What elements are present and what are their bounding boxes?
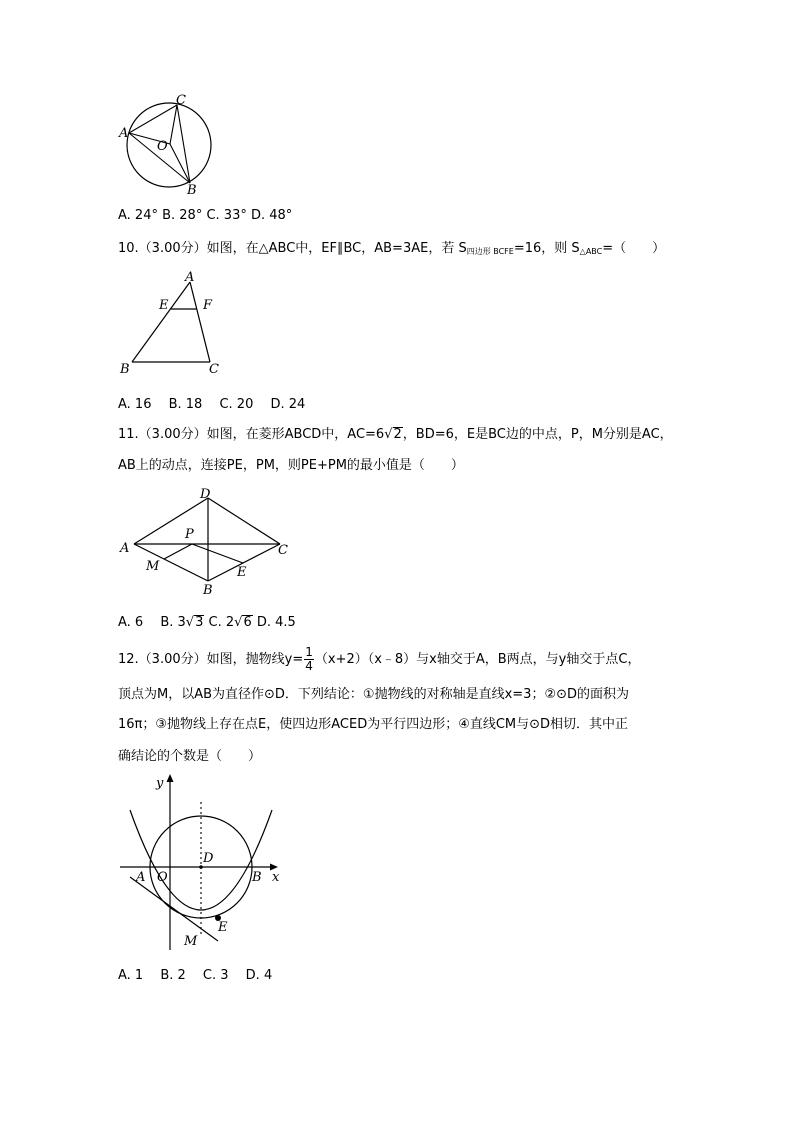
q9-label-O: O: [157, 139, 168, 154]
q10-stem-sub2: △ABC: [579, 247, 603, 256]
q11-stem-line2: AB上的动点，连接PE，PM，则PE+PM的最小值是（ ）: [118, 458, 464, 473]
q12-line1-a: 12.（3.00分）如图，抛物线y=: [118, 652, 304, 667]
q11-opt-a: A. 6 B. 3: [118, 615, 186, 630]
q12-stem-line2: 顶点为M，以AB为直径作⊙D．下列结论：①抛物线的对称轴是直线x=3；②⊙D的面积为: [118, 687, 629, 702]
q11-rhombus-figure: [112, 484, 302, 596]
q12-options: A. 1 B. 2 C. 3 D. 4: [118, 968, 273, 983]
q9-label-A: A: [119, 126, 129, 141]
q10-options: A. 16 B. 18 C. 20 D. 24: [118, 397, 306, 412]
q12-frac-num: 1: [305, 645, 313, 659]
q12-fraction: [304, 646, 314, 673]
q10-stem-sub1: 四边形 BCFE: [466, 247, 514, 256]
q12-frac-den: 4: [305, 659, 313, 673]
q12-label-x: x: [272, 870, 280, 885]
q10-stem-b: =16，则 S: [513, 241, 580, 256]
q12-stem-line1: [118, 646, 640, 673]
q11-stem-line1: 11.（3.00分）如图，在菱形ABCD中，AC=6√2，BD=6，E是BC边的中点，P，M分别是AC，: [118, 427, 673, 442]
q11-opt-sqrt3: 3: [195, 615, 204, 630]
q12-label-O: O: [157, 870, 168, 885]
q10-stem-a: 10.（3.00分）如图，在△ABC中，EF∥BC，AB=3AE，若 S: [118, 241, 467, 256]
q11-line1-a: 11.（3.00分）如图，在菱形ABCD中，AC=6: [118, 427, 385, 442]
q12-label-y: y: [156, 776, 164, 791]
q12-parabola-figure: [112, 770, 292, 952]
q10-label-B: B: [120, 362, 130, 377]
q10-triangle-figure: [112, 268, 232, 380]
q10-label-A: A: [185, 270, 195, 285]
q11-opt-c: D. 4.5: [256, 615, 296, 630]
q10-stem: [118, 240, 665, 261]
q12-parabola: [130, 810, 272, 910]
q12-label-B: B: [252, 870, 262, 885]
q11-opt-sqrt6: 6: [243, 615, 252, 630]
q10-stem-c: =（ ）: [602, 241, 666, 256]
q12-label-M: M: [184, 934, 198, 949]
q11-label-P: P: [185, 527, 194, 542]
q12-label-E: E: [218, 920, 228, 935]
q12-label-A: A: [136, 870, 146, 885]
q11-sqrt2: 2: [393, 427, 402, 442]
q10-label-E: E: [159, 298, 169, 313]
q12-stem-line4: 确结论的个数是（ ）: [118, 749, 262, 764]
q9-options: A. 24° B. 28° C. 33° D. 48°: [118, 208, 293, 223]
q11-label-B: B: [203, 583, 213, 596]
q9-label-B: B: [187, 183, 197, 198]
q9-circle: [127, 103, 211, 187]
q11-label-E: E: [237, 565, 247, 580]
q12-line1-b: （x+2）（x﹣8）与x轴交于A，B两点，与y轴交于点C，: [314, 652, 641, 667]
q9-label-C: C: [176, 93, 186, 108]
q11-label-C: C: [278, 543, 288, 558]
q11-line1-b: ，BD=6，E是BC边的中点，P，M分别是AC，: [402, 427, 673, 442]
q11-opt-b: C. 2: [208, 615, 235, 630]
q12-stem-line3: 16π；③抛物线上存在点E，使四边形ACED为平行四边形；④直线CM与⊙D相切．其中正: [118, 717, 629, 732]
q10-label-C: C: [209, 362, 219, 377]
q11-options: A. 6 B. 3√3 C. 2√6 D. 4.5: [118, 615, 296, 630]
q9-circle-figure: [110, 90, 220, 200]
q12-label-D: D: [203, 851, 214, 866]
q11-label-A: A: [120, 541, 130, 556]
q11-label-M: M: [146, 559, 160, 574]
q10-label-F: F: [203, 298, 213, 313]
q11-label-D: D: [200, 487, 211, 502]
